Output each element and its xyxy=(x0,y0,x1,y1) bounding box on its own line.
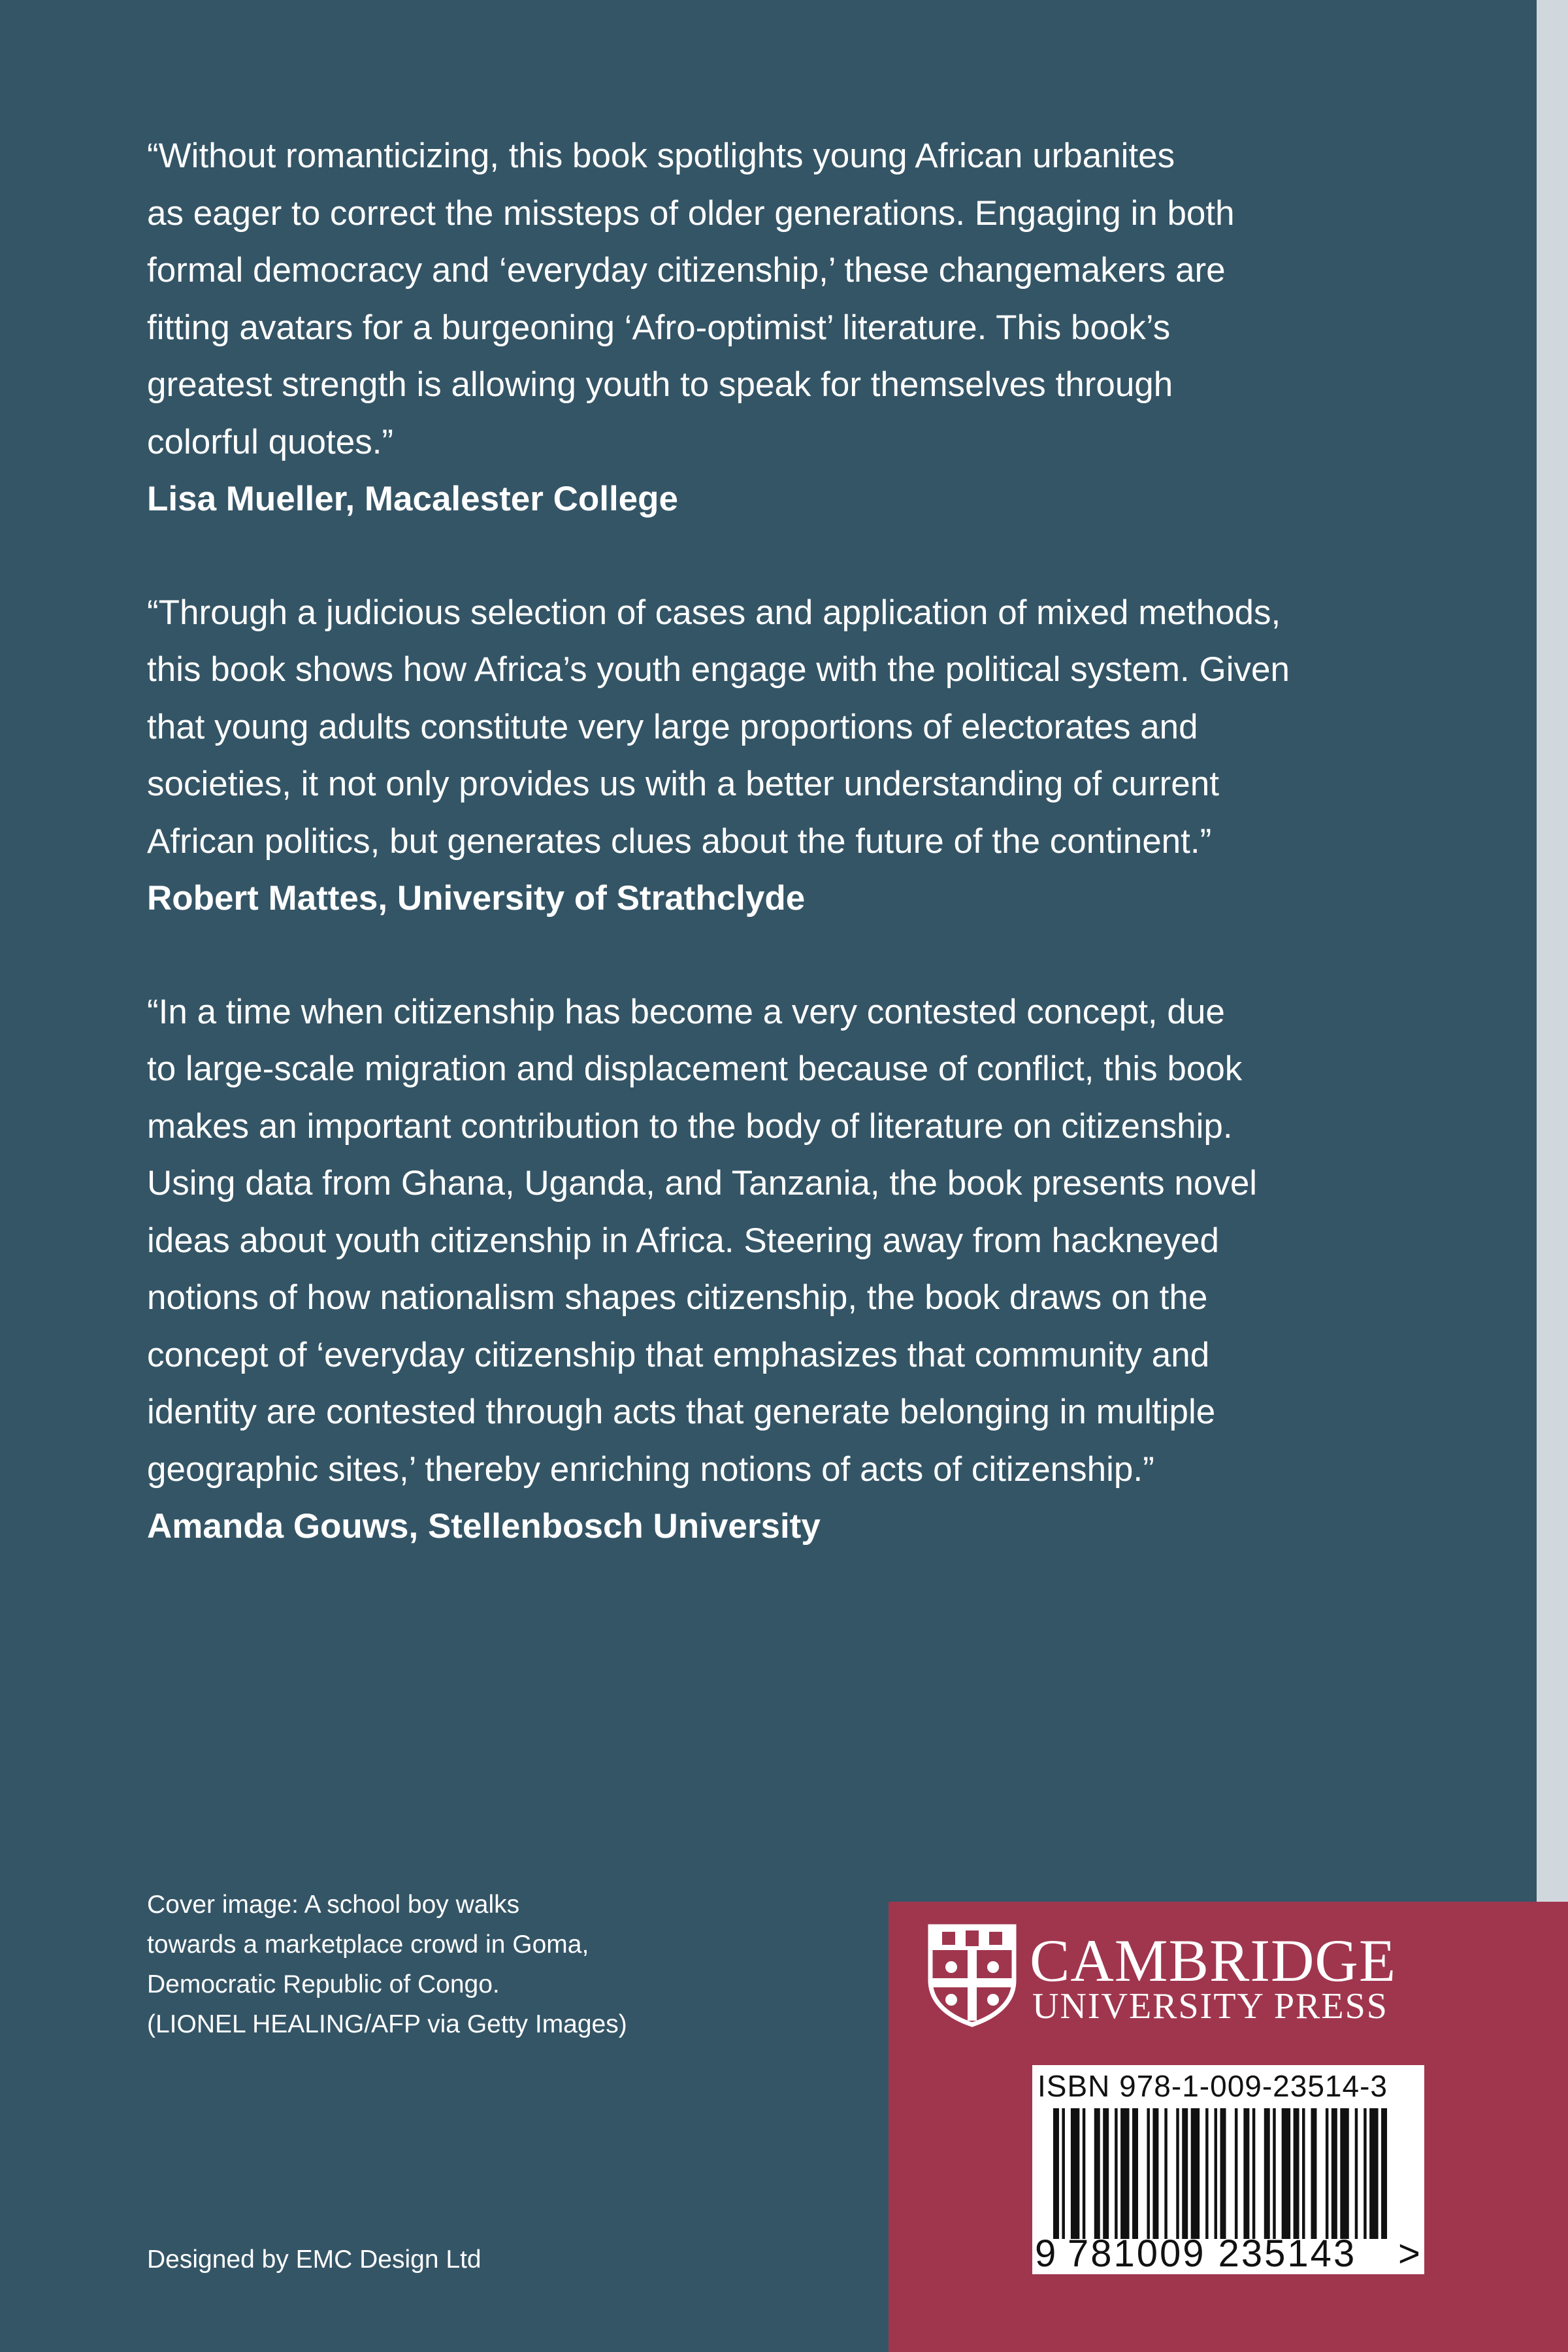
barcode-bar xyxy=(1147,2108,1149,2239)
barcode-bar xyxy=(1252,2108,1255,2239)
quote-line: to large-scale migration and displacement because of conflict, this book xyxy=(147,1050,1243,1088)
endorsement-1 xyxy=(147,127,1467,528)
quote-line: fitting avatars for a burgeoning ‘Afro-optimist’ literature. This book’s xyxy=(147,308,1171,347)
quote-line: geographic sites,’ thereby enriching notions of acts of citizenship.” xyxy=(147,1449,1154,1489)
ean-number: 781009 235143 xyxy=(1068,2232,1357,2275)
barcode-bar xyxy=(1273,2108,1275,2239)
barcode-bar xyxy=(1264,2108,1270,2239)
quote-line: Using data from Ghana, Uganda, and Tanzania, the book presents novel xyxy=(147,1164,1258,1202)
quote-line: this book shows how Africa’s youth engage with the political system. Given xyxy=(147,650,1290,689)
credit-line: Democratic Republic of Congo. xyxy=(147,1970,500,1998)
quote-line: concept of ‘everyday citizenship that emphasizes that community and xyxy=(147,1335,1210,1374)
barcode-bar xyxy=(1294,2108,1299,2239)
quote-line: that young adults constitute very large proportions of electorates and xyxy=(147,707,1198,746)
barcode-bar xyxy=(1071,2108,1079,2239)
barcode-bar xyxy=(1369,2108,1378,2239)
barcode-bar xyxy=(1083,2108,1085,2239)
barcode-bar xyxy=(1364,2108,1366,2239)
cover-image-credit xyxy=(147,1885,627,2044)
barcode-bar xyxy=(1115,2108,1117,2239)
barcode-bar xyxy=(1215,2108,1217,2239)
quiet-zone-marker: > xyxy=(1398,2232,1420,2275)
quote-line: African politics, but generates clues about the future of the continent.” xyxy=(147,821,1212,861)
barcode-bar xyxy=(1220,2108,1226,2239)
endorsement-quote xyxy=(147,984,1467,1499)
barcode-bar xyxy=(1311,2108,1316,2239)
quote-line: “In a time when citizenship has become a very contested concept, due xyxy=(147,992,1225,1031)
publisher-panel xyxy=(889,1902,1568,2352)
barcode-bar xyxy=(1326,2108,1328,2239)
barcode-bar xyxy=(1103,2108,1109,2239)
barcode-bar xyxy=(1094,2108,1100,2239)
isbn-label: ISBN 978-1-009-23514-3 xyxy=(1037,2069,1388,2103)
quote-line: societies, it not only provides us with a better understanding of current xyxy=(147,765,1219,803)
credit-line: (LIONEL HEALING/AFP via Getty Images) xyxy=(147,2010,627,2038)
barcode-bar xyxy=(1120,2108,1129,2239)
quote-line: “Without romanticizing, this book spotlights young African urbanites xyxy=(147,137,1175,175)
endorsement-quote xyxy=(147,584,1467,870)
barcode-bar xyxy=(1282,2108,1290,2239)
endorsement-quote xyxy=(147,127,1467,471)
barcode-bar xyxy=(1191,2108,1200,2239)
endorsements xyxy=(147,127,1467,1612)
quote-line: formal democracy and ‘everyday citizenship,’ these changemakers are xyxy=(147,251,1226,290)
quote-line: identity are contested through acts that generate belonging in multiple xyxy=(147,1393,1216,1431)
quote-line: as eager to correct the missteps of older generations. Engaging in both xyxy=(147,193,1235,233)
barcode-bar xyxy=(1182,2108,1188,2239)
endorsement-author: Amanda Gouws, Stellenbosch University xyxy=(147,1507,821,1546)
quote-line: ideas about youth citizenship in Africa. Steering away from hackneyed xyxy=(147,1221,1219,1260)
barcode-bars xyxy=(1053,2108,1393,2239)
barcode-bar xyxy=(1331,2108,1337,2239)
publisher-name: CAMBRIDGE xyxy=(1030,1927,1397,1994)
barcode-bar xyxy=(1381,2108,1387,2239)
designer-credit: Designed by EMC Design Ltd xyxy=(147,2245,482,2274)
quote-line: colorful quotes.” xyxy=(147,422,394,461)
publisher-subtitle: UNIVERSITY PRESS xyxy=(1032,1986,1388,2027)
isbn-barcode xyxy=(1032,2065,1424,2274)
barcode-bar xyxy=(1053,2108,1059,2239)
quote-line: “Through a judicious selection of cases and application of mixed methods, xyxy=(147,593,1281,632)
barcode-bar xyxy=(1152,2108,1158,2239)
quote-line: greatest strength is allowing youth to speak for themselves through xyxy=(147,365,1173,404)
barcode-bar xyxy=(1340,2108,1348,2239)
barcode-bar xyxy=(1205,2108,1208,2239)
endorsement-author: Lisa Mueller, Macalester College xyxy=(147,480,679,518)
barcode-bar xyxy=(1355,2108,1358,2239)
university-crest-icon xyxy=(926,1923,1018,2027)
barcode-bar xyxy=(1062,2108,1064,2239)
quote-line: notions of how nationalism shapes citizenship, the book draws on the xyxy=(147,1278,1208,1317)
endorsement-author: Robert Mattes, University of Strathclyde xyxy=(147,879,806,918)
endorsement-2 xyxy=(147,584,1467,927)
barcode-bar xyxy=(1132,2108,1138,2239)
barcode-bar xyxy=(1164,2108,1167,2239)
quote-line: makes an important contribution to the body of literature on citizenship. xyxy=(147,1106,1233,1146)
credit-line: towards a marketplace crowd in Goma, xyxy=(147,1930,589,1959)
barcode-bar xyxy=(1302,2108,1305,2239)
barcode-bar xyxy=(1176,2108,1179,2239)
barcode-bar xyxy=(1243,2108,1249,2239)
endorsement-3 xyxy=(147,984,1467,1555)
credit-line: Cover image: A school boy walks xyxy=(147,1891,520,1919)
ean-first-digit: 9 xyxy=(1035,2232,1056,2275)
barcode-bar xyxy=(1235,2108,1237,2239)
